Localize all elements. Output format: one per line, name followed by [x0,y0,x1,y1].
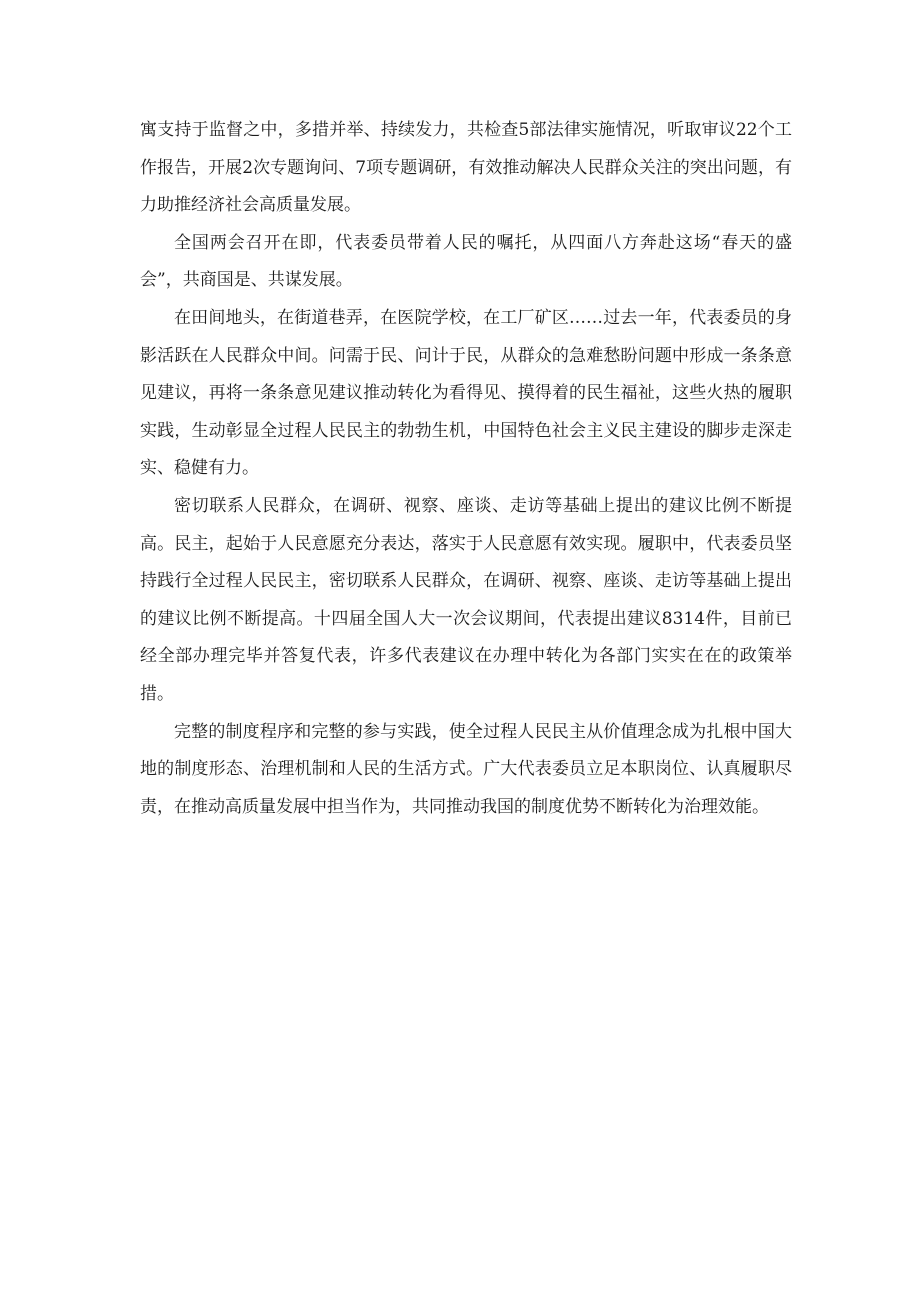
paragraph-contact-people: 密切联系人民群众，在调研、视察、座谈、走访等基础上提出的建议比例不断提高。民主，起始于人民意愿充分表达，落实于人民意愿有效实现。履职中，代表委员坚持践行全过程人民民主，密切联系人民群众，在调研、视察、座谈、走访等基础上提出的建议比例不断提高。十四届全国人大一次会议期间，代表提出建议8314件，目前已经全部办理完毕并答复代表，许多代表建议在办理中转化为各部门实实在在的政策举措。 [140,495,792,704]
paragraph-grassroots: 在田间地头，在街道巷弄，在医院学校，在工厂矿区……过去一年，代表委员的身影活跃在人民群众中间。问需于民、问计于民，从群众的急难愁盼问题中形成一条条意见建议，再将一条条意见建议推动转化为看得见、摸得着的民生福祉，这些火热的履职实践，生动彰显全过程人民民主的勃勃生机，中国特色社会主义民主建设的脚步走深走实、稳健有力。 [140,307,792,479]
paragraph-continuation: 寓支持于监督之中，多措并举、持续发力，共检查5部法律实施情况，听取审议22个工作报告，开展2次专题询问、7项专题调研，有效推动解决人民群众关注的突出问题，有力助推经济社会高质量发展。 [140,120,792,216]
paragraph-conclusion: 完整的制度程序和完整的参与实践，使全过程人民民主从价值理念成为扎根中国大地的制度形态、治理机制和人民的生活方式。广大代表委员立足本职岗位、认真履职尽责，在推动高质量发展中担当作为，共同推动我国的制度优势不断转化为治理效能。 [140,721,792,817]
document-body [140,112,792,826]
paragraph-two-sessions: 全国两会召开在即，代表委员带着人民的嘱托，从四面八方奔赴这场“春天的盛会”，共商国是、共谋发展。 [140,232,792,291]
